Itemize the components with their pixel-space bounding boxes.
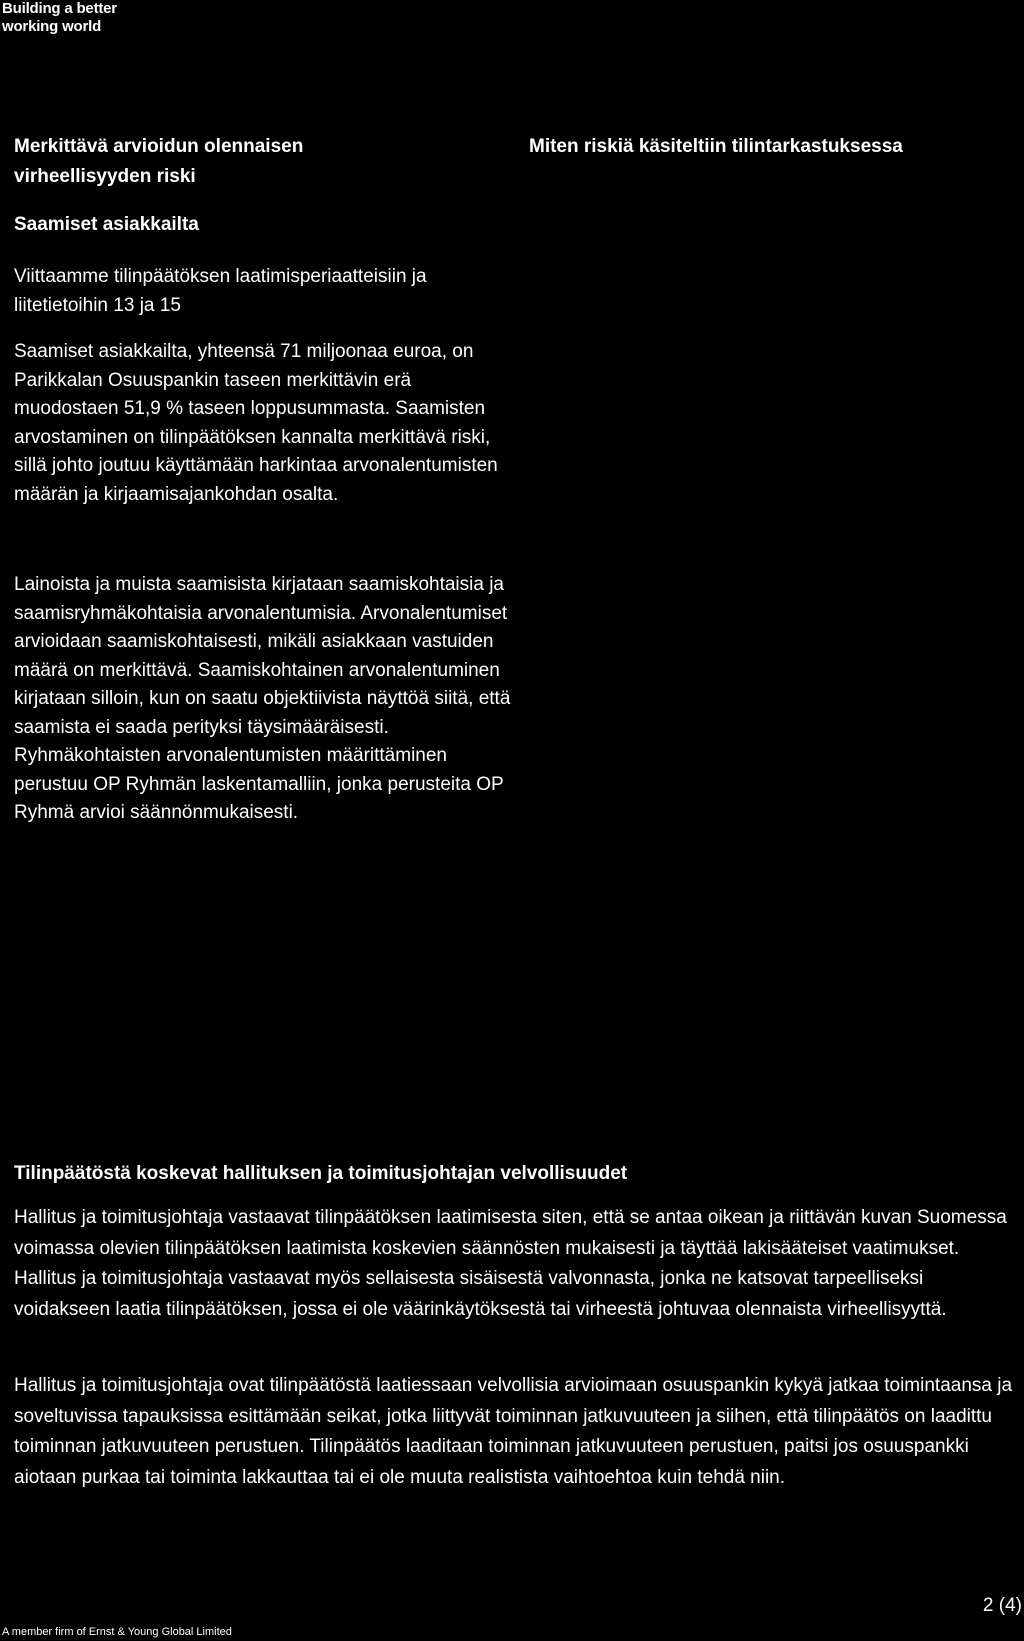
risk-paragraph: Viittaamme tilinpäätöksen laatimisperiaatteisiin ja liitetietoihin 13 ja 15: [14, 266, 427, 316]
tagline-line-1: Building a better: [2, 0, 117, 17]
risk-column-heading: [14, 132, 394, 192]
page-number: 2 (4): [982, 1595, 1022, 1616]
risk-paragraph: Saamiset asiakkailta, yhteensä 71 miljoonaa euroa, on Parikkalan Osuuspankin taseen merkittävin erä muodostaen 51,9 % taseen loppusummasta. Saamisten arvostaminen on tilinpäätöksen kannalta merkittävä riski, sillä johto joutuu käyttämään harkintaa arvonalentumisten määrän ja kirjaamisajankohdan osalta.: [14, 341, 498, 505]
audit-response-column-heading: Miten riskiä käsiteltiin tilintarkastuksessa: [529, 136, 903, 157]
logo-tagline: [2, 0, 117, 36]
responsibilities-paragraph: Hallitus ja toimitusjohtaja ovat tilinpäätöstä laatiessaan velvollisia arvioimaan osuuspankin kykyä jatkaa toimintaansa ja soveltuvissa tapauksissa esittämään seikat, jotka liittyvät toiminnan jatkuvuuteen ja siihen, että tilinpäätös on laadittu toiminnan jatkuvuuteen perustuen. Tilinpäätös laaditaan toiminnan jatkuvuuteen perustuen, paitsi jos osuuspankki aiotaan purkaa tai toiminta lakkauttaa tai ei ole muuta realistista vaihtoehtoa kuin tehdä niin.: [14, 1375, 1013, 1488]
section-title: Saamiset asiakkailta: [14, 214, 199, 235]
risk-column-heading-line-1: Merkittävä arvioidun olennaisen: [14, 136, 304, 157]
responsibilities-heading: Tilinpäätöstä koskevat hallituksen ja toimitusjohtajan velvollisuudet: [14, 1163, 628, 1184]
footer-text: A member firm of Ernst & Young Global Limited: [2, 1626, 232, 1638]
tagline-line-2: working world: [2, 18, 102, 35]
risk-column-heading-line-2: virheellisyyden riski: [14, 166, 196, 187]
responsibilities-paragraph: Hallitus ja toimitusjohtaja vastaavat tilinpäätöksen laatimisesta siten, että se antaa oikean ja riittävän kuvan Suomessa voimassa olevien tilinpäätöksen laatimista koskevien säännösten mukaisesti ja täyttää lakisääteiset vaatimukset. Hallitus ja toimitusjohtaja vastaavat myös sellaisesta sisäisestä valvonnasta, jonka ne katsovat tarpeelliseksi voidakseen laatia tilinpäätöksen, jossa ei ole väärinkäytöksestä tai virheestä johtuvaa olennaista virheellisyyttä.: [14, 1207, 1007, 1320]
risk-paragraph: Lainoista ja muista saamisista kirjataan saamiskohtaisia ja saamisryhmäkohtaisia arvonalentumisia. Arvonalentumiset arvioidaan saamiskohtaisesti, mikäli asiakkaan vastuiden määrä on merkittävä. Saamiskohtainen arvonalentuminen kirjataan silloin, kun on saatu objektiivista näyttöä siitä, että saamista ei saada perityksi täysimääräisesti. Ryhmäkohtaisten arvonalentumisten määrittäminen perustuu OP Ryhmän laskentamalliin, jonka perusteita OP Ryhmä arvioi säännönmukaisesti.: [14, 574, 511, 823]
